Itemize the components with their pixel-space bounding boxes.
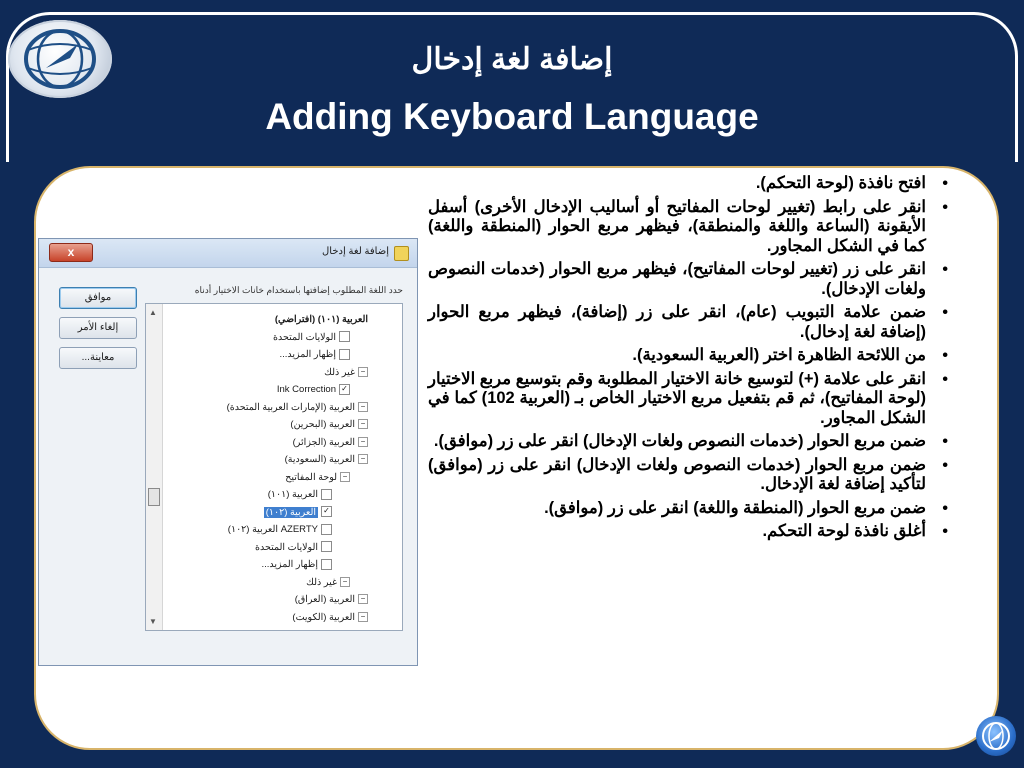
ok-button[interactable]: موافق — [59, 287, 137, 309]
language-tree[interactable] — [145, 303, 403, 631]
tree-row-label: العربية (١٠١) (افتراضي) — [274, 314, 368, 325]
expand-toggle-icon[interactable]: − — [358, 612, 368, 622]
list-item: • أغلق نافذة لوحة التحكم. — [428, 522, 950, 542]
language-checkbox[interactable] — [321, 489, 332, 500]
tree-row-label: العربية (الجزائر) — [292, 436, 355, 448]
tree-row-label: العربية (١٠٢) — [265, 506, 316, 518]
expand-toggle-icon[interactable]: − — [340, 472, 350, 482]
tree-row[interactable] — [292, 610, 368, 626]
dialog-titlebar — [39, 239, 417, 268]
tree-row-label: الولايات المتحدة — [273, 331, 336, 343]
language-checkbox[interactable]: ✓ — [321, 506, 332, 517]
language-checkbox[interactable] — [321, 524, 332, 535]
instruction-list — [428, 174, 950, 546]
tree-row-label: غير ذلك — [324, 366, 355, 378]
tree-row[interactable] — [268, 487, 332, 503]
tree-row[interactable] — [324, 365, 368, 381]
tree-row-label: غير ذلك — [306, 576, 337, 588]
tree-row[interactable] — [295, 592, 368, 608]
tree-scrollbar[interactable] — [146, 304, 163, 630]
tree-row[interactable] — [255, 540, 332, 556]
scroll-up-icon[interactable]: ▲ — [149, 308, 157, 317]
corner-globe-icon — [976, 716, 1016, 756]
list-item: • ضمن علامة التبويب (عام)، انقر على زر (إضافة)، فيظهر مربع الحوار (إضافة لغة إدخال). — [428, 303, 950, 342]
tree-row[interactable] — [285, 470, 350, 486]
expand-toggle-icon[interactable]: − — [358, 594, 368, 604]
add-input-language-dialog — [38, 238, 418, 666]
language-checkbox[interactable] — [339, 349, 350, 360]
tree-row-label: الولايات المتحدة — [255, 541, 318, 553]
language-checkbox[interactable] — [321, 541, 332, 552]
tree-row[interactable] — [293, 435, 368, 451]
dialog-instruction: حدد اللغة المطلوب إضافتها باستخدام خانات الاختيار أدناه — [194, 285, 403, 295]
tree-row[interactable] — [227, 400, 368, 416]
tree-row-label: Ink Correction — [276, 384, 336, 395]
list-item: • ضمن مربع الحوار (خدمات النصوص ولغات الإدخال) انقر على زر (موافق) لتأكيد إضافة لغة الإدخال. — [428, 456, 950, 495]
header-frame — [6, 12, 1018, 162]
tree-row-label: العربية (الإمارات العربية المتحدة) — [226, 401, 355, 413]
language-checkbox[interactable] — [339, 331, 350, 342]
tree-row[interactable] — [306, 575, 350, 591]
tree-row[interactable] — [277, 382, 350, 398]
dialog-app-icon — [394, 246, 409, 261]
list-item: • ضمن مربع الحوار (خدمات النصوص ولغات الإدخال) انقر على زر (موافق). — [428, 432, 950, 452]
slide-title-arabic: إضافة لغة إدخال — [411, 43, 613, 76]
tree-row[interactable] — [285, 452, 368, 468]
language-checkbox[interactable]: ✓ — [339, 384, 350, 395]
tree-row-label: العربية (العراق) — [294, 594, 355, 605]
expand-toggle-icon[interactable]: − — [358, 419, 368, 429]
tree-row-label: العربية (البحرين) — [290, 419, 355, 430]
dialog-title: إضافة لغة إدخال — [322, 246, 389, 257]
tree-row-label: لوحة المفاتيح — [285, 471, 337, 483]
language-checkbox[interactable] — [321, 559, 332, 570]
tree-row[interactable] — [228, 522, 332, 538]
list-item: • انقر على رابط (تغيير لوحات المفاتيح أو أساليب الإدخال الأخرى) أسفل الأيقونة (الساعة واللغة والمنطقة)، فيظهر مربع الحوار (المنطقة واللغة) كما في الشكل المجاور. — [428, 198, 950, 257]
list-item: • ضمن مربع الحوار (المنطقة واللغة) انقر على زر (موافق). — [428, 499, 950, 519]
tree-row[interactable] — [264, 505, 332, 521]
tree-row-label: العربية (١٠١) — [267, 489, 318, 500]
tree-row-label: إظهار المزيد... — [279, 349, 336, 360]
tree-row-label: العربية (السعودية) — [284, 454, 355, 465]
expand-toggle-icon[interactable]: − — [358, 402, 368, 412]
tree-row-label: AZERTY العربية (١٠٢) — [227, 524, 318, 535]
tree-row-label: العربية (الكويت) — [292, 611, 355, 623]
preview-button[interactable]: معاينة... — [59, 347, 137, 369]
expand-toggle-icon[interactable]: − — [358, 437, 368, 447]
tree-row-label: إظهار المزيد... — [261, 559, 318, 570]
tree-row[interactable] — [290, 417, 368, 433]
list-item: • افتح نافذة (لوحة التحكم). — [428, 174, 950, 194]
slide-title-english: Adding Keyboard Language — [265, 96, 759, 137]
scroll-down-icon[interactable]: ▼ — [149, 617, 157, 626]
list-item: • من اللائحة الظاهرة اختر (العربية السعودية). — [428, 346, 950, 366]
scroll-thumb[interactable] — [148, 488, 160, 506]
tree-row[interactable] — [275, 312, 368, 328]
list-item: • انقر على زر (تغيير لوحات المفاتيح)، فيظهر مربع الحوار (خدمات النصوص ولغات الإدخال). — [428, 260, 950, 299]
tree-row[interactable] — [273, 330, 350, 346]
expand-toggle-icon[interactable]: − — [358, 367, 368, 377]
tree-row[interactable] — [261, 557, 332, 573]
dialog-close-button[interactable]: x — [49, 243, 93, 262]
expand-toggle-icon[interactable]: − — [340, 577, 350, 587]
cancel-button[interactable]: إلغاء الأمر — [59, 317, 137, 339]
tree-row[interactable] — [279, 347, 350, 363]
list-item: • انقر على علامة (+) لتوسيع خانة الاختيار المطلوبة وقم بتوسيع مربع الاختيار (لوحة المفاتيح)، ثم قم بتفعيل مربع الاختيار الخاص بـ (العربية 102) كما في الشكل المجاور. — [428, 370, 950, 429]
expand-toggle-icon[interactable]: − — [358, 454, 368, 464]
